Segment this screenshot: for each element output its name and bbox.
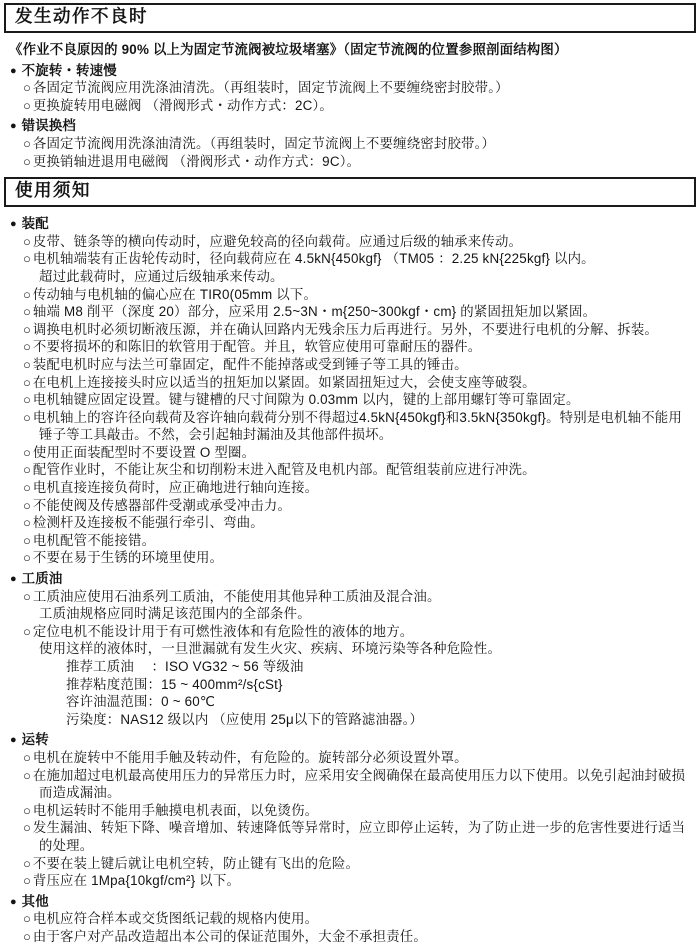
line-text: 电机轴端装有正齿轮传动时，径向载荷应在 4.5kN{450kgf} （TM05 ：2.25 kN{225kgf} 以内。 [32,251,595,267]
section-header-box [4,177,696,207]
item-marker: ○ [23,749,31,765]
doc-line [4,250,696,268]
line-text: 容许油温范围：0 ~ 60℃ [66,694,216,710]
doc-line [4,268,696,286]
doc-line [4,514,696,532]
doc-line [4,461,696,479]
bullet-marker: ● [10,895,17,908]
line-text: 电机运转时不能用手触摸电机表面，以免烫伤。 [32,802,319,818]
doc-line [4,532,696,550]
doc-line [4,570,696,588]
item-marker: ○ [23,286,31,302]
doc-line [4,837,696,855]
line-text: 装配 [21,216,49,232]
doc-line [4,928,696,946]
doc-line [4,767,696,785]
item-marker: ○ [23,802,31,818]
doc-line [4,893,696,911]
line-text: 检测杆及连接板不能强行牵引、弯曲。 [32,515,264,531]
line-text: 调换电机时必须切断液压源，并在确认回路内无残余压力后再进行。另外，不要进行电机的分解、拆装。 [32,321,659,337]
line-text: 传动轴与电机轴的偏心应在 TIR0(05mm 以下。 [32,286,318,302]
doc-line [4,135,696,153]
item-marker: ○ [23,515,31,531]
line-text: 而造成漏油。 [39,785,121,801]
bullet-marker: ● [10,734,17,747]
doc-line [4,233,696,251]
doc-line [4,356,696,374]
line-text: 在施加超过电机最高使用压力的异常压力时，应采用安全阀确保在最高使用压力以下使用。以免引起油封破损 [32,767,686,783]
bullet-marker: ● [10,573,17,586]
doc-line [4,802,696,820]
bullet-marker: ● [10,120,17,133]
doc-line [4,321,696,339]
item-marker: ○ [23,233,31,249]
item-marker: ○ [23,304,31,320]
doc-line [4,749,696,767]
item-marker: ○ [23,135,31,151]
doc-line [4,97,696,115]
line-text: 工质油规格应同时满足该范围内的全部条件。 [39,606,311,622]
doc-line [4,41,696,59]
item-marker: ○ [23,767,31,783]
line-text: 推荐工质油 ：ISO VG32 ~ 56 等级油 [66,659,304,674]
doc-line [4,731,696,749]
doc-line [4,784,696,802]
item-marker: ○ [23,80,31,96]
item-marker: ○ [23,532,31,548]
line-text: 电机应符合样本或交货图纸记载的规格内使用。 [32,911,319,927]
line-text: 各固定节流阀应用洗涤油清洗。（再组装时，固定节流阀上不要缠绕密封胶带。） [32,80,509,96]
line-text: 不旋转・转速慢 [21,62,117,78]
doc-line [4,62,696,80]
line-text: 由于客户对产品改造超出本公司的保证范围外，大金不承担责任。 [32,928,427,944]
doc-line [4,286,696,304]
doc-line [4,640,696,658]
line-text: 电机轴键应固定设置。键与键槽的尺寸间隙为 0.03mm 以内，键的上部用螺钉等可靠固定。 [32,392,580,408]
item-marker: ○ [23,153,31,169]
item-marker: ○ [23,409,31,425]
item-marker: ○ [23,873,31,889]
doc-line [4,444,696,462]
doc-line [4,605,696,623]
doc-line [4,588,696,606]
section [4,177,696,945]
item-marker: ○ [23,497,31,513]
line-text: 背压应在 1Mpa{10kgf/cm²} 以下。 [32,873,241,889]
doc-line [4,819,696,837]
line-text: 不要将损坏的和陈旧的软管用于配管。并且，软管应使用可靠耐压的器件。 [32,339,482,355]
doc-line [4,497,696,515]
item-marker: ○ [23,623,31,639]
line-text: 电机配管不能接错。 [32,532,156,548]
line-text: 错误换档 [21,118,77,134]
doc-line [4,693,696,711]
doc-line [4,79,696,97]
line-text: 工质油 [21,571,63,587]
doc-line [4,215,696,233]
doc-line [4,153,696,171]
doc-line [4,872,696,890]
section-header-box [4,3,696,33]
line-text: 超过此载荷时，应通过后级轴承来传动。 [39,268,284,284]
doc-line [4,426,696,444]
line-text: 其他 [21,893,49,909]
item-marker: ○ [23,392,31,408]
line-text: 不要在装上键后就让电机空转，防止键有飞出的危险。 [32,855,360,871]
line-text: 定位电机不能设计用于有可燃性液体和有危险性的液体的地方。 [32,623,414,639]
item-marker: ○ [23,928,31,944]
item-marker: ○ [23,339,31,355]
item-marker: ○ [23,97,31,113]
doc-line [4,479,696,497]
item-marker: ○ [23,356,31,372]
line-text: 在电机上连接接头时应以适当的扭矩加以紧固。如紧固扭矩过大，会使支座等破裂。 [32,374,536,390]
doc-line [4,676,696,694]
line-text: 更换旋转用电磁阀 （滑阀形式・动作方式：2C）。 [32,97,333,113]
line-text: 皮带、链条等的横向传动时，应避免较高的径向载荷。应通过后级的轴承来传动。 [32,233,523,249]
doc-line [4,117,696,135]
item-marker: ○ [23,550,31,566]
item-marker: ○ [23,321,31,337]
item-marker: ○ [23,911,31,927]
bullet-marker: ● [10,64,17,77]
section [4,3,696,170]
section-title: 使用须知 [15,180,91,201]
doc-line [4,303,696,321]
item-marker: ○ [23,588,31,604]
item-marker: ○ [23,480,31,496]
line-text: 各固定节流阀用洗涤油清洗。（再组装时，固定节流阀上不要缠绕密封胶带。） [32,135,496,151]
doc-line [4,910,696,928]
line-text: 配管作业时，不能让灰尘和切削粉末进入配管及电机内部。配管组装前应进行冲洗。 [32,462,536,478]
item-marker: ○ [23,444,31,460]
line-text: 轴端 M8 削平（深度 20）部分，应采用 2.5~3N・m{250~300kgf・cm} 的紧固扭矩加以紧固。 [32,304,597,320]
line-text: 更换销轴进退用电磁阀 （滑阀形式・动作方式：9C）。 [32,153,361,169]
line-text: 《作业不良原因的 90% 以上为固定节流阀被垃圾堵塞》（固定节流阀的位置参照剖面结构图） [9,42,568,57]
line-text: 的处理。 [39,837,94,853]
doc-line [4,374,696,392]
line-text: 使用正面装配型时不要设置 O 型圈。 [32,444,256,460]
section-title: 发生动作不良时 [15,6,148,26]
doc-line [4,855,696,873]
item-marker: ○ [23,462,31,478]
line-text: 电机直接连接负荷时，应正确地进行轴向连接。 [32,480,319,496]
line-text: 锤子等工具敲击。不然，会引起轴封漏油及其他部件损坏。 [39,427,393,443]
doc-line [4,338,696,356]
item-marker: ○ [23,820,31,836]
line-text: 运转 [21,732,49,748]
line-text: 不要在易于生锈的环境里使用。 [32,550,224,566]
doc-line [4,658,696,676]
doc-line [4,711,696,729]
line-text: 发生漏油、转矩下降、噪音增加、转速降低等异常时，应立即停止运转，为了防止进一步的危害性要进行适当 [32,820,686,836]
line-text: 工质油应使用石油系列工质油，不能使用其他异种工质油及混合油。 [32,588,441,604]
item-marker: ○ [23,251,31,267]
item-marker: ○ [23,855,31,871]
line-text: 推荐粘度范围：15 ~ 400mm²/s{cSt} [66,676,283,692]
doc-line [4,549,696,567]
doc-line [4,391,696,409]
doc-line [4,623,696,641]
line-text: 污染度：NAS12 级以内 （应使用 25μ以下的管路滤油器。） [66,711,424,727]
item-marker: ○ [23,374,31,390]
line-text: 不能使阀及传感器部件受潮或承受冲击力。 [32,497,292,513]
bullet-marker: ● [10,218,17,231]
line-text: 电机轴上的容许径向载荷及容许轴向载荷分别不得超过4.5kN{450kgf}和3.5kN{350kgf}。特别是电机轴不能用 [32,409,682,425]
doc-line [4,409,696,427]
line-text: 装配电机时应与法兰可靠固定，配件不能掉落或受到锤子等工具的锤击。 [32,356,468,372]
line-text: 使用这样的液体时，一旦泄漏就有发生火灾、疾病、环境污染等各种危险性。 [39,641,502,657]
line-text: 电机在旋转中不能用手触及转动件，有危险的。旋转部分必须设置外罩。 [32,749,468,765]
